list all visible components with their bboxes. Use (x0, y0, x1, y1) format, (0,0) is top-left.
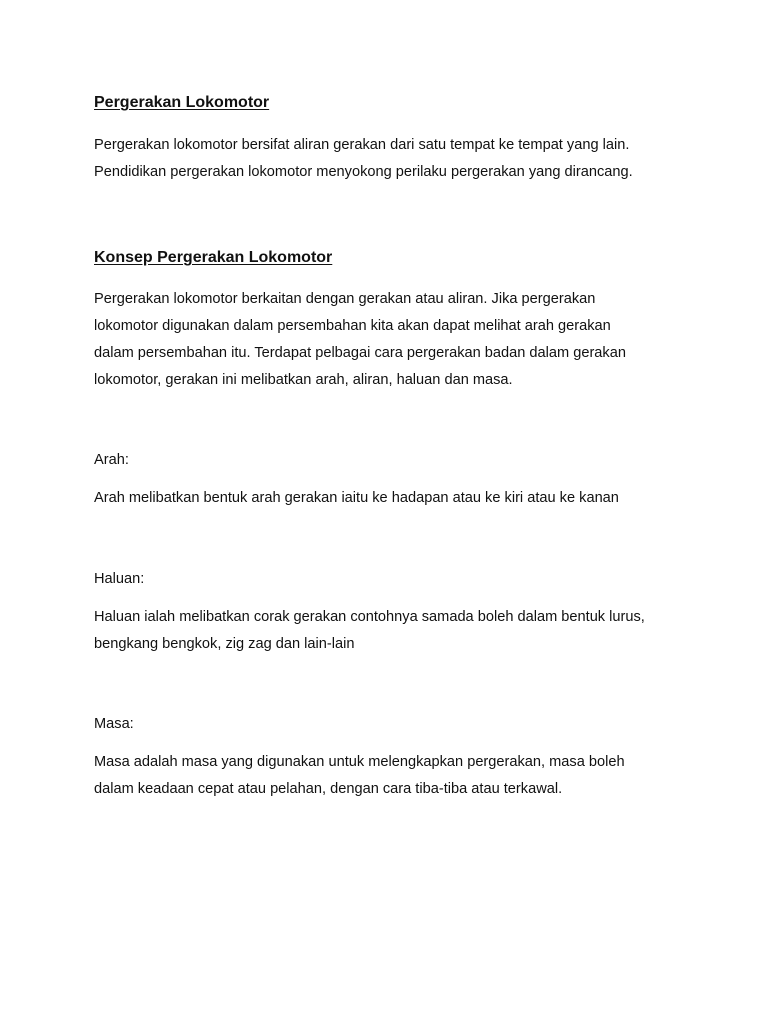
paragraph-line: Masa adalah masa yang digunakan untuk melengkapkan pergerakan, masa boleh (94, 754, 625, 770)
paragraph-haluan (94, 604, 714, 658)
paragraph-line: Pendidikan pergerakan lokomotor menyokong perilaku pergerakan yang dirancang. (94, 164, 633, 180)
paragraph-line: Arah melibatkan bentuk arah gerakan iaitu ke hadapan atau ke kiri atau ke kanan (94, 490, 619, 506)
paragraph-line: bengkang bengkok, zig zag dan lain-lain (94, 636, 355, 652)
label-arah: Arah: (94, 452, 129, 468)
paragraph-arah (94, 485, 714, 512)
paragraph-intro (94, 132, 714, 186)
paragraph-line: Pergerakan lokomotor bersifat aliran gerakan dari satu tempat ke tempat yang lain. (94, 137, 630, 153)
label-haluan: Haluan: (94, 571, 145, 587)
paragraph-line: dalam persembahan itu. Terdapat pelbagai cara pergerakan badan dalam gerakan (94, 345, 626, 361)
paragraph-line: Pergerakan lokomotor berkaitan dengan gerakan atau aliran. Jika pergerakan (94, 291, 596, 307)
paragraph-line: dalam keadaan cepat atau pelahan, dengan cara tiba-tiba atau terkawal. (94, 781, 563, 797)
paragraph-line: Haluan ialah melibatkan corak gerakan contohnya samada boleh dalam bentuk lurus, (94, 609, 645, 625)
heading-konsep-pergerakan-lokomotor: Konsep Pergerakan Lokomotor (94, 249, 333, 266)
paragraph-line: lokomotor digunakan dalam persembahan kita akan dapat melihat arah gerakan (94, 318, 611, 334)
label-masa: Masa: (94, 716, 134, 732)
heading-pergerakan-lokomotor: Pergerakan Lokomotor (94, 94, 270, 111)
paragraph-masa (94, 749, 714, 803)
paragraph-konsep (94, 286, 714, 394)
paragraph-line: lokomotor, gerakan ini melibatkan arah, aliran, haluan dan masa. (94, 372, 513, 388)
